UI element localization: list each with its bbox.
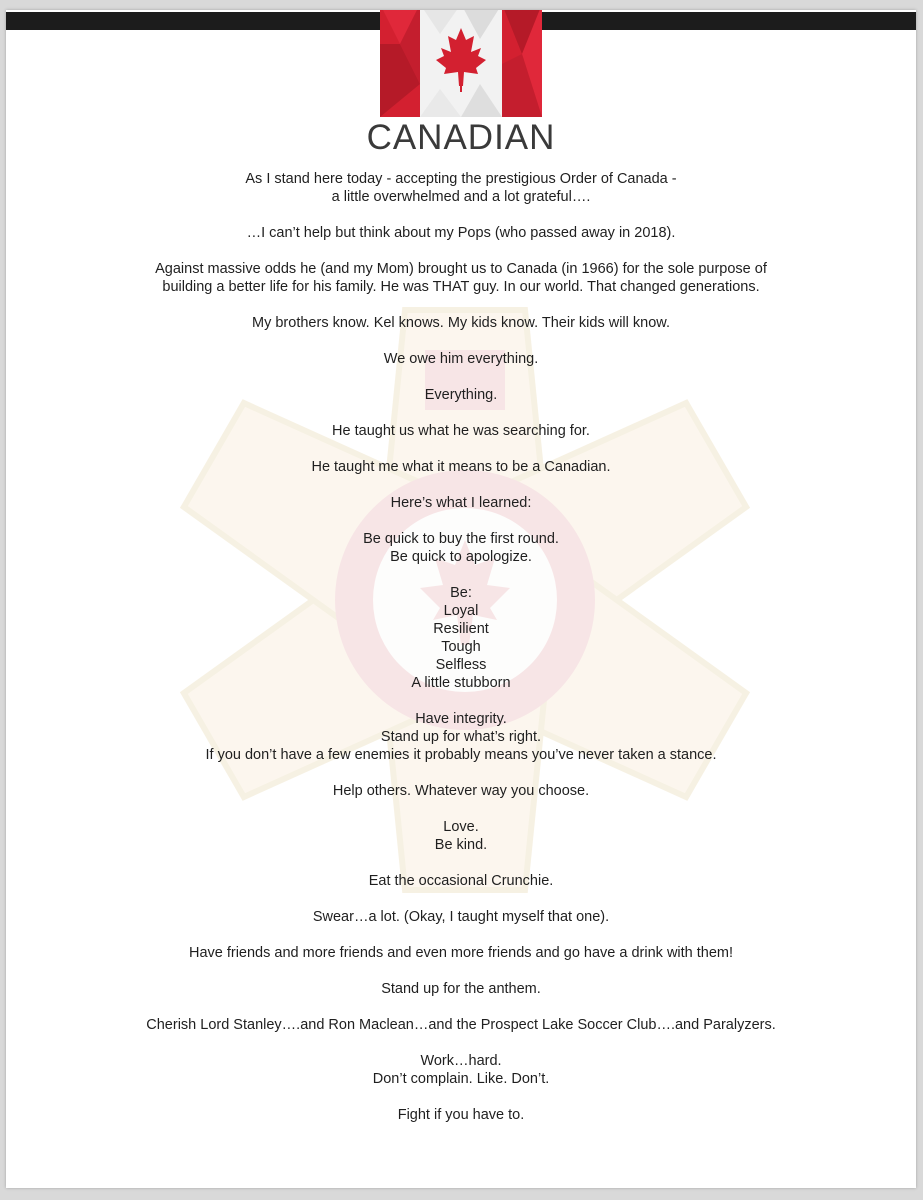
text-line: Be: [450,585,472,601]
paragraph-3 [6,260,916,296]
text-line: Eat the occasional Crunchie. [368,873,554,889]
paragraph-14 [6,818,916,854]
canadian-flag-icon [380,10,542,117]
paragraph-18 [6,980,916,998]
paragraph-16 [6,908,916,926]
paragraph-19 [6,1016,916,1034]
text-line: He taught me what it means to be a Canadian. [311,459,611,475]
text-line: Swear…a lot. (Okay, I taught myself that one). [312,909,610,925]
text-line: As I stand here today - accepting the prestigious Order of Canada - [245,171,677,187]
text-line: Help others. Whatever way you choose. [332,783,590,799]
paragraph-17 [6,944,916,962]
paragraph-11 [6,584,916,692]
paragraph-1 [6,170,916,206]
paragraph-13 [6,782,916,800]
speech-body [6,170,916,1142]
document-page [6,10,916,1188]
text-line: Don’t complain. Like. Don’t. [372,1071,550,1087]
paragraph-15 [6,872,916,890]
text-line: He taught us what he was searching for. [332,423,590,439]
text-line: We owe him everything. [383,351,539,367]
text-line: Cherish Lord Stanley….and Ron Maclean…and the Prospect Lake Soccer Club….and Paralyzers. [146,1017,776,1033]
text-line: If you don’t have a few enemies it probably means you’ve never taken a stance. [205,747,717,763]
brand-title: CANADIAN [366,118,556,157]
paragraph-9 [6,494,916,512]
paragraph-12 [6,710,916,764]
paragraph-10 [6,530,916,566]
text-line: Be quick to apologize. [390,549,532,565]
text-line: Selfless [435,657,487,673]
text-line: My brothers know. Kel knows. My kids know. Their kids will know. [252,315,670,331]
text-line: Work…hard. [420,1053,502,1069]
paragraph-5 [6,350,916,368]
text-line: Stand up for what’s right. [380,729,542,745]
text-line: Everything. [424,387,498,403]
text-line: building a better life for his family. He was THAT guy. In our world. That changed generations. [162,279,760,295]
paragraph-4 [6,314,916,332]
text-line: Resilient [433,621,489,637]
paragraph-21 [6,1106,916,1124]
paragraph-7 [6,422,916,440]
text-line: Against massive odds he (and my Mom) brought us to Canada (in 1966) for the sole purpose of [155,261,767,277]
text-line: A little stubborn [411,675,511,691]
text-line: Have integrity. [415,711,507,727]
text-line: a little overwhelmed and a lot grateful…. [331,189,591,205]
text-line: Here’s what I learned: [390,495,532,511]
paragraph-6 [6,386,916,404]
text-line: …I can’t help but think about my Pops (who passed away in 2018). [246,225,676,241]
paragraph-20 [6,1052,916,1088]
paragraph-8 [6,458,916,476]
text-line: Tough [441,639,481,655]
text-line: Love. [443,819,479,835]
text-line: Have friends and more friends and even more friends and go have a drink with them! [188,945,734,961]
text-line: Be kind. [434,837,488,853]
paragraph-2 [6,224,916,242]
text-line: Stand up for the anthem. [381,981,541,997]
text-line: Be quick to buy the first round. [363,531,559,547]
text-line: Fight if you have to. [397,1107,525,1123]
text-line: Loyal [443,603,479,619]
